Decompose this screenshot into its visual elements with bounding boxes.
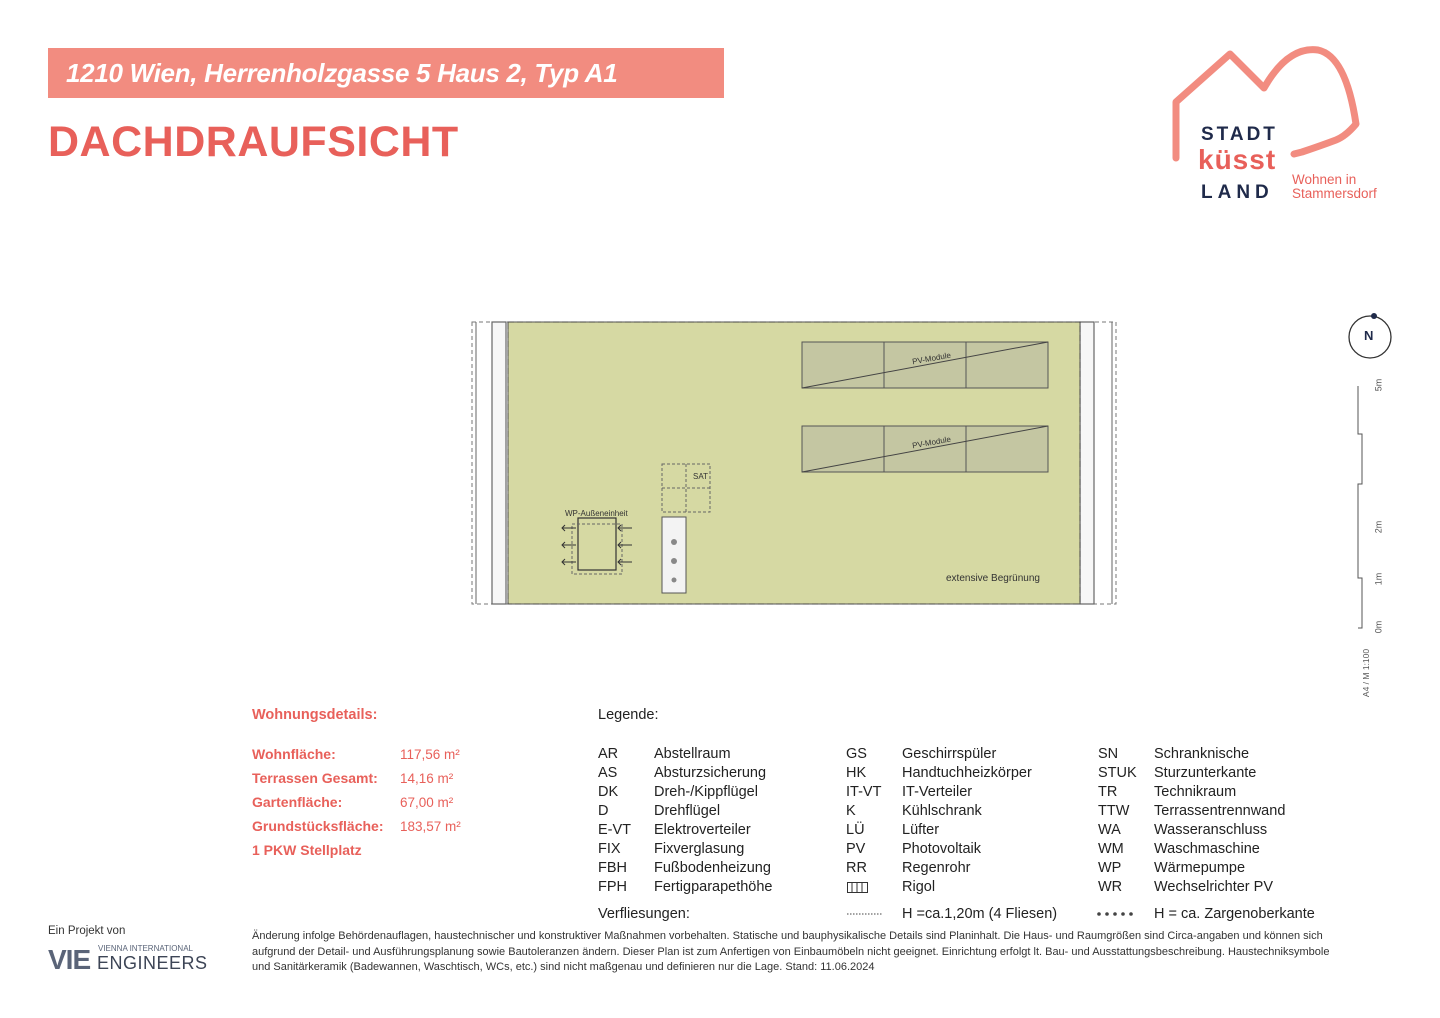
legend-abbr: PV	[846, 841, 866, 857]
north-label: N	[1364, 328, 1374, 343]
legend-desc: Rigol	[902, 879, 936, 895]
tiling-item-2: H = ca. Zargenoberkante	[1154, 906, 1315, 922]
roof-plan	[468, 316, 1120, 612]
green-roof-label: extensive Begrünung	[946, 573, 1040, 584]
detail-value-gartenflaeche: 67,00 m²	[400, 795, 454, 810]
pv-label-2: PV-Module	[911, 434, 952, 451]
legend-desc: Photovoltaik	[902, 841, 981, 857]
legend-desc: Geschirrspüler	[902, 746, 997, 762]
legend-abbr: HK	[846, 765, 867, 781]
legend-desc: Wärmepumpe	[1154, 860, 1246, 876]
pv-modules-1	[802, 342, 1048, 388]
dotted-line-icon	[847, 912, 885, 916]
disclaimer-text: Änderung infolge Behördenauflagen, haustechnischer und konstruktiver Maßnahmen vorbehalten. Statische und bauphysikalische Details sind Planinhalt. Die Haus- und Raumgrößen sind Circa-angaben und können sich aufgrund der Detail- und Ausführungsplanung sowie Bautoleranzen ändern. Dieser Plan ist zum Anfertigen von Einbaumöbeln nicht geeignet. Einrichtung erfolgt lt. Bau- und Ausstattungsbeschreibung. Haustechniksymbole und Sanitärkeramik (Badewannen, Waschtisch, WCs, etc.) sind nicht maßgenau und definieren nur die Lage. Stand: 11.06.2024	[252, 930, 1330, 973]
legend-desc: Lüfter	[902, 822, 940, 838]
detail-value-wohnflaeche: 117,56 m²	[400, 747, 460, 762]
legend-abbr: WR	[1098, 879, 1123, 895]
legend-desc: Dreh-/Kippflügel	[654, 784, 758, 800]
legend-abbr: WP	[1098, 860, 1122, 876]
detail-value-grundstueck: 183,57 m²	[400, 819, 461, 834]
wp-label: WP-Außeneinheit	[565, 509, 628, 518]
legend-desc: Fußbodenheizung	[654, 860, 771, 876]
legend-desc: Elektroverteiler	[654, 822, 751, 838]
legend-desc: Abstellraum	[654, 746, 731, 762]
detail-value-terrassen: 14,16 m²	[400, 771, 454, 786]
legend-desc: Waschmaschine	[1154, 841, 1260, 857]
project-by-label: Ein Projekt von	[48, 925, 126, 937]
vie-mark: VIE	[48, 944, 91, 975]
logo-tagline-2: Stammersdorf	[1292, 186, 1377, 201]
legend-abbr: TR	[1098, 784, 1118, 800]
legend-desc: Schranknische	[1154, 746, 1250, 762]
apartment-details-title: Wohnungsdetails:	[252, 707, 378, 723]
legend-abbr: E-VT	[598, 822, 632, 838]
legend-title: Legende:	[598, 707, 659, 723]
scale-label-2m: 2m	[1373, 520, 1384, 534]
detail-label-wohnflaeche: Wohnfläche:	[252, 746, 336, 762]
scale-label-1m: 1m	[1373, 572, 1384, 586]
legend-abbr: FIX	[598, 841, 621, 857]
scale-bar	[1350, 372, 1390, 712]
scale-format: A4 / M 1:100	[1361, 648, 1372, 698]
tiling-label: Verfliesungen:	[598, 906, 690, 922]
legend-abbr: K	[846, 803, 856, 819]
sat-label: SAT	[693, 472, 708, 481]
legend-abbr: WA	[1098, 822, 1121, 838]
legend-desc: Handtuchheizkörper	[902, 765, 1032, 781]
legend-abbr: SN	[1098, 746, 1119, 762]
page-title: 1210 Wien, Herrenholzgasse 5 Haus 2, Typ A1	[66, 58, 618, 88]
logo-line-kuesst: küsst	[1198, 144, 1277, 175]
vie-logo	[48, 942, 208, 976]
legend-abbr: AS	[598, 765, 618, 781]
detail-label-gartenflaeche: Gartenfläche:	[252, 794, 343, 810]
dot-row-icon	[1096, 910, 1138, 918]
legend-abbr: LÜ	[846, 822, 865, 838]
detail-label-grundstueck: Grundstücksfläche:	[252, 818, 384, 834]
legend-abbr: TTW	[1098, 803, 1130, 819]
legend-desc: Fixverglasung	[654, 841, 745, 857]
rigol-icon	[847, 882, 869, 894]
legend-abbr: D	[598, 803, 609, 819]
legend-abbr: AR	[598, 746, 619, 762]
legend-abbr: FPH	[598, 879, 627, 895]
legend-desc: Terrassentrennwand	[1154, 803, 1286, 819]
detail-parking: 1 PKW Stellplatz	[252, 842, 362, 858]
title-banner	[48, 48, 724, 98]
legend-abbr: DK	[598, 784, 619, 800]
legend-abbr: RR	[846, 860, 867, 876]
legend-desc: Kühlschrank	[902, 803, 982, 819]
pv-label-1: PV-Module	[911, 350, 952, 367]
legend-desc: Sturzunterkante	[1154, 765, 1257, 781]
page-subtitle: DACHDRAUFSICHT	[48, 118, 459, 166]
legend-desc: Absturzsicherung	[654, 765, 767, 781]
north-arrow	[1346, 312, 1394, 360]
scale-label-0m: 0m	[1373, 620, 1384, 634]
legend-desc: Fertigparapethöhe	[654, 879, 773, 895]
scale-label-5m: 5m	[1373, 378, 1384, 392]
logo-tagline-1: Wohnen in	[1292, 172, 1357, 187]
legend-abbr: FBH	[598, 860, 627, 876]
legend-desc: IT-Verteiler	[902, 784, 973, 800]
logo-line-stadt: STADT	[1201, 124, 1278, 145]
legend-desc: Technikraum	[1154, 784, 1237, 800]
vie-line-2: ENGINEERS	[97, 953, 208, 973]
detail-label-terrassen: Terrassen Gesamt:	[252, 770, 378, 786]
roof-vent-box	[662, 517, 686, 593]
tiling-item-1: H =ca.1,20m (4 Fliesen)	[902, 906, 1058, 922]
legend-desc: Regenrohr	[902, 860, 971, 876]
stadt-kuesst-land-logo	[1168, 40, 1408, 215]
pv-modules-2	[802, 426, 1048, 472]
legend-abbr: GS	[846, 746, 867, 762]
legend-abbr: STUK	[1098, 765, 1137, 781]
legend-abbr: WM	[1098, 841, 1124, 857]
legend-desc: Wasseranschluss	[1154, 822, 1268, 838]
legend-abbr: IT-VT	[846, 784, 882, 800]
vie-line-1: VIENNA INTERNATIONAL	[98, 944, 193, 953]
logo-line-land: LAND	[1201, 182, 1274, 203]
legend-desc: Wechselrichter PV	[1154, 879, 1273, 895]
legend-desc: Drehflügel	[654, 803, 721, 819]
